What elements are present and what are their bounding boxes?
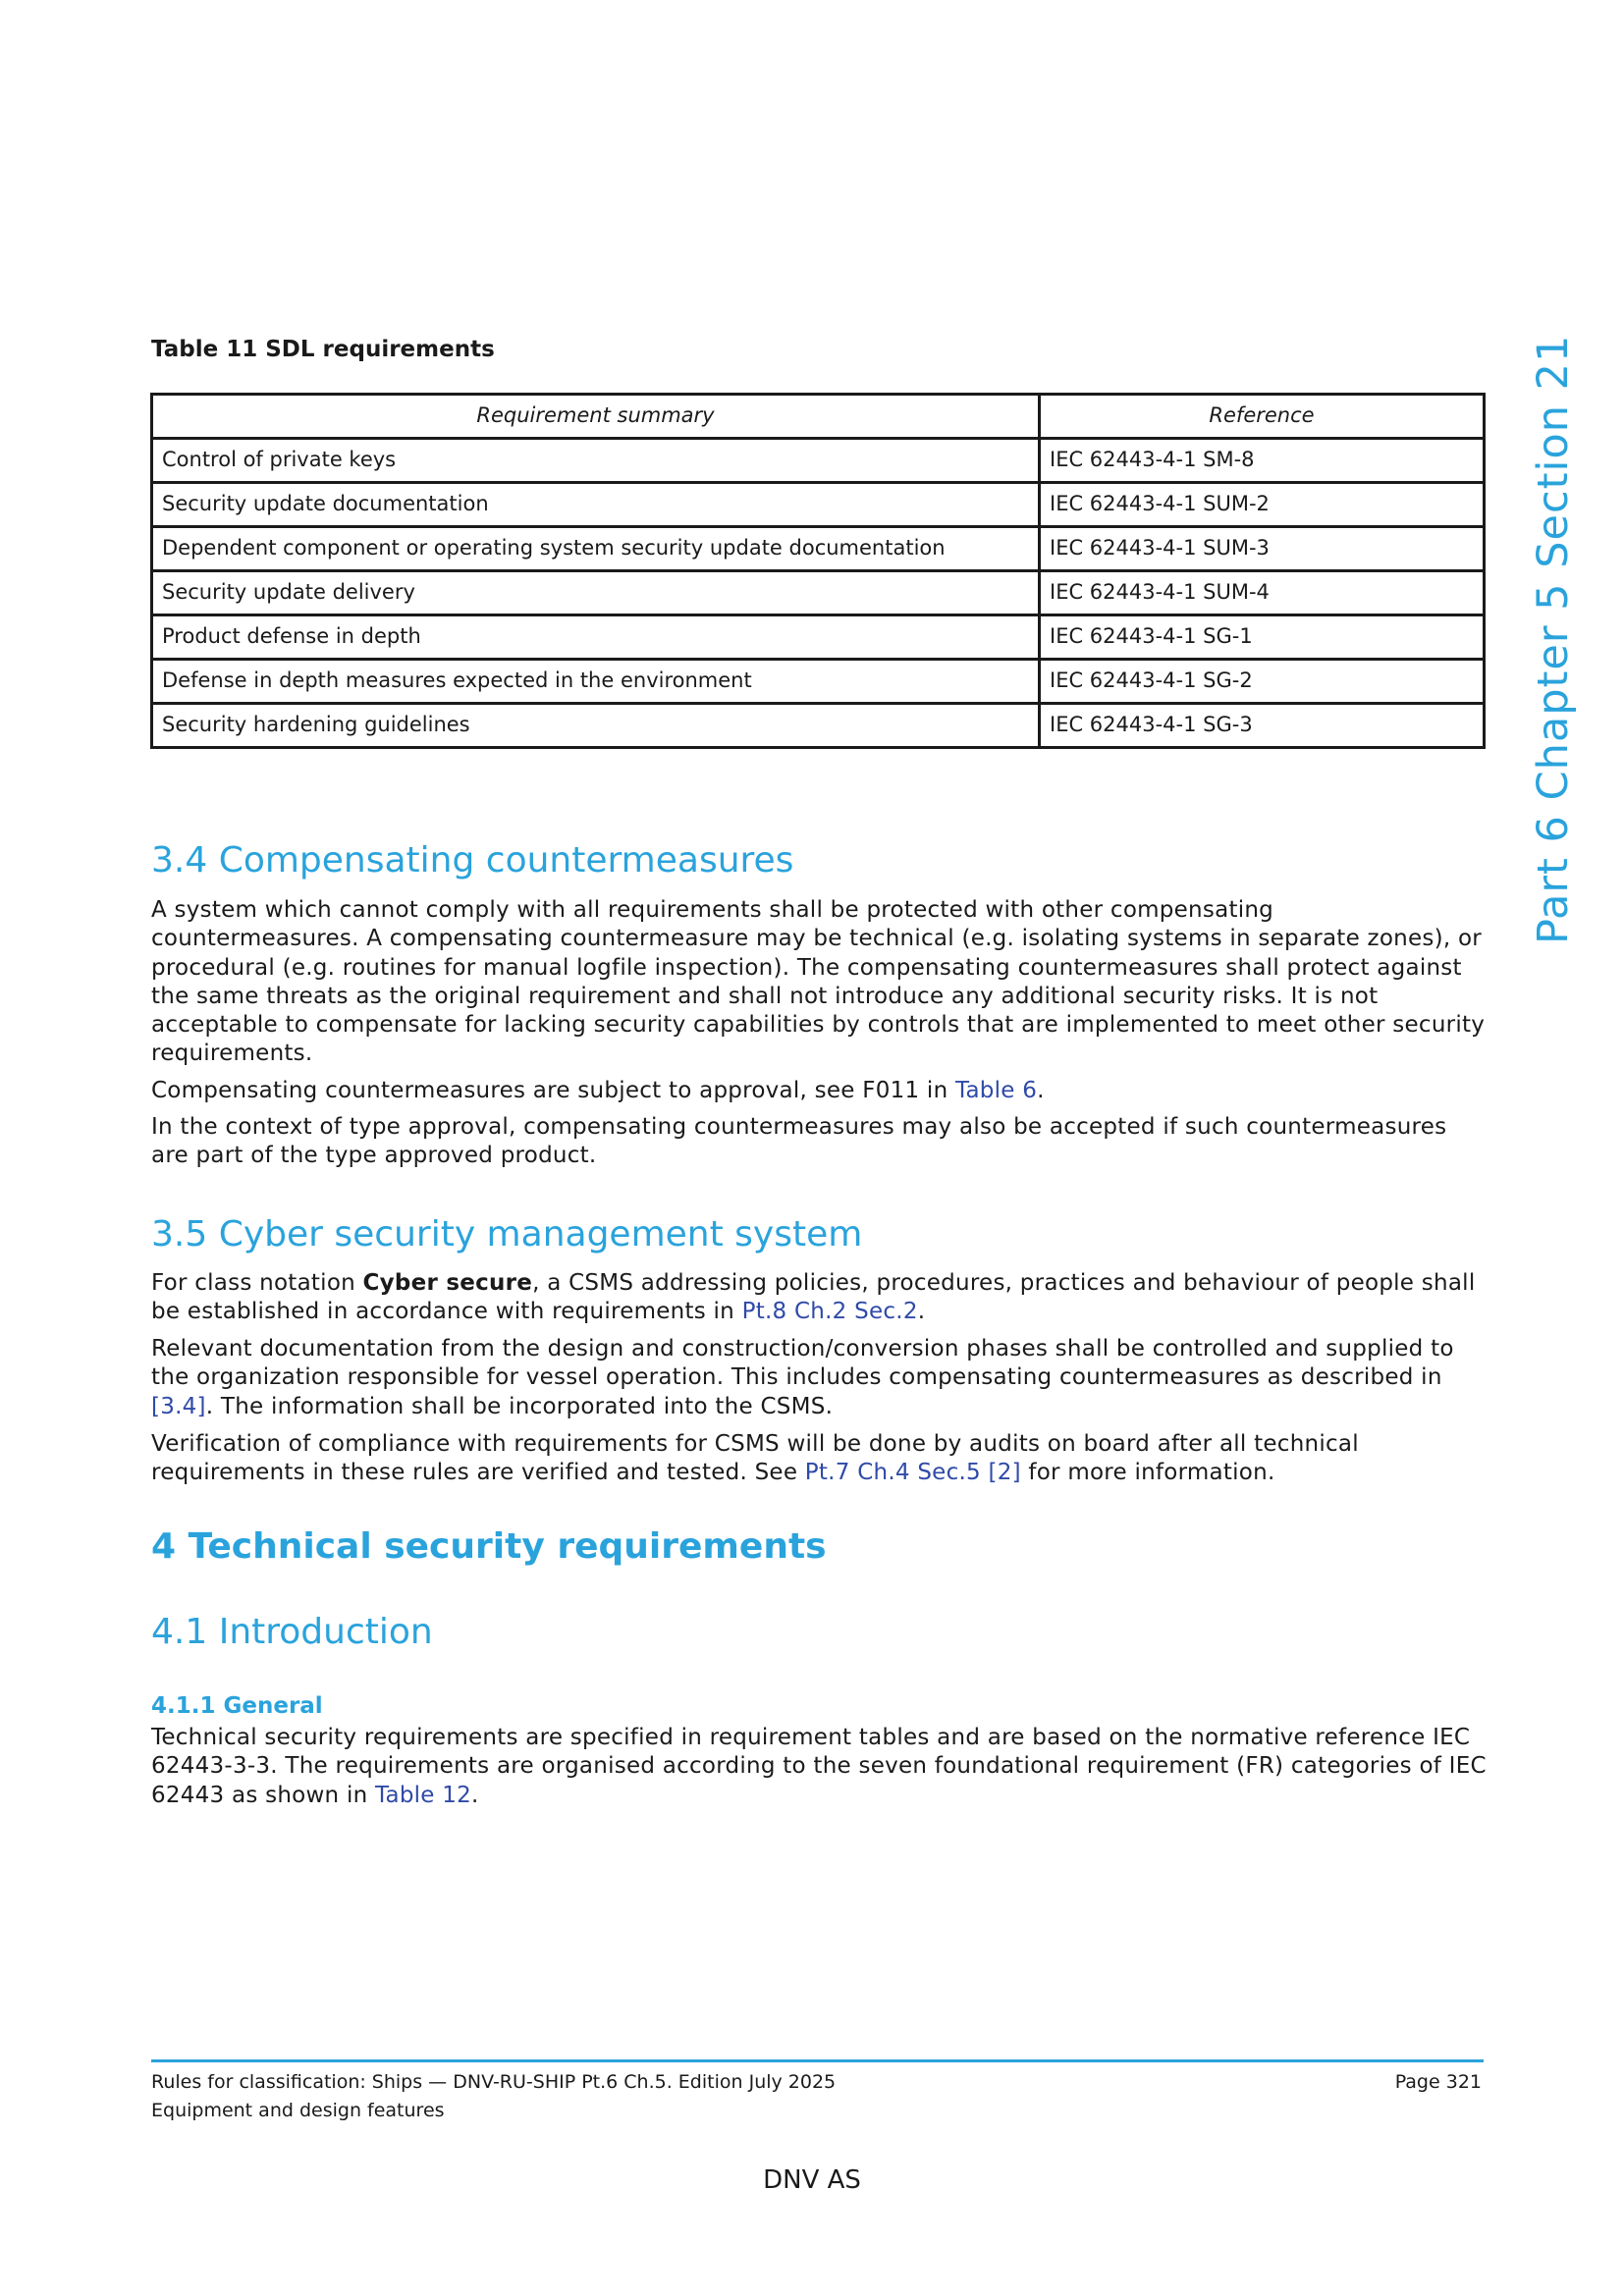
table-cell-summary: Defense in depth measures expected in the environment	[152, 660, 1040, 704]
table-cell-reference: IEC 62443-4-1 SG-1	[1040, 615, 1485, 660]
table-row	[152, 704, 1485, 748]
table-row	[152, 660, 1485, 704]
table-row	[152, 615, 1485, 660]
heading-3-4: 3.4 Compensating countermeasures	[151, 840, 794, 881]
link-3-4[interactable]: [3.4]	[151, 1393, 206, 1419]
table-cell-summary: Dependent component or operating system security update documentation	[152, 527, 1040, 571]
table-row	[152, 571, 1485, 615]
text: Technical security requirements are specified in requirement tables and are based on the normative reference IEC 62443-3-3. The requirements are organised according to the seven foundational requirement (FR) categories of IEC 62443 as shown in	[151, 1725, 1487, 1808]
table-header-row	[152, 395, 1485, 439]
table-cell-summary: Security hardening guidelines	[152, 704, 1040, 748]
table-cell-summary: Control of private keys	[152, 439, 1040, 483]
table-cell-summary: Product defense in depth	[152, 615, 1040, 660]
bold-term: Cyber secure	[362, 1270, 533, 1296]
table-cell-reference: IEC 62443-4-1 SUM-3	[1040, 527, 1485, 571]
table-row	[152, 527, 1485, 571]
table-cell-reference: IEC 62443-4-1 SM-8	[1040, 439, 1485, 483]
table-cell-summary: Security update documentation	[152, 483, 1040, 527]
table-cell-reference: IEC 62443-4-1 SUM-2	[1040, 483, 1485, 527]
text: .	[471, 1782, 479, 1808]
text: for more information.	[1020, 1460, 1275, 1486]
table-row	[152, 483, 1485, 527]
text: .	[1037, 1078, 1045, 1103]
footer-organization: DNV AS	[763, 2165, 861, 2195]
sdl-requirements-table	[150, 393, 1486, 749]
link-pt8-ch2-sec2[interactable]: Pt.8 Ch.2 Sec.2	[741, 1299, 918, 1325]
heading-4: 4 Technical security requirements	[151, 1526, 827, 1567]
text: .	[917, 1299, 926, 1325]
header-requirement-summary: Requirement summary	[152, 395, 1040, 439]
link-2[interactable]: [2]	[988, 1460, 1021, 1486]
heading-4-1-1: 4.1.1 General	[151, 1693, 323, 1719]
footer-subtitle: Equipment and design features	[151, 2100, 445, 2121]
table-cell-reference: IEC 62443-4-1 SG-2	[1040, 660, 1485, 704]
table-cell-reference: IEC 62443-4-1 SG-3	[1040, 704, 1485, 748]
s34-paragraph-3: In the context of type approval, compensating countermeasures may also be accepted if such countermeasures are part of the type approved product.	[151, 1114, 1447, 1169]
text: , a CSMS addressing policies, procedures, practices and behaviour of people shall be established in accordance with requirements in	[151, 1270, 1476, 1325]
header-reference: Reference	[1040, 395, 1485, 439]
s34-paragraph-1: A system which cannot comply with all requirements shall be protected with other compensating countermeasures. A compensating countermeasure may be technical (e.g. isolating systems in separate zones), or procedural (e.g. routines for manual logfile inspection). The compensating countermeasures shall protect against the same threats as the original requirement and shall not introduce any additional security risks. It is not acceptable to compensate for lacking security capabilities by controls that are implemented to meet other security requirements.	[151, 897, 1486, 1067]
footer-divider	[151, 2059, 1484, 2062]
text: . The information shall be incorporated into the CSMS.	[205, 1393, 834, 1419]
heading-3-5: 3.5 Cyber security management system	[151, 1214, 863, 1255]
link-table-12[interactable]: Table 12	[374, 1782, 472, 1808]
side-section-title: Part 6 Chapter 5 Section 21	[1529, 334, 1578, 944]
text: Compensating countermeasures are subject to approval, see F011 in	[151, 1078, 955, 1103]
s35-paragraph-1	[151, 1269, 1487, 1327]
footer-publication: Rules for classification: Ships — DNV-RU-SHIP Pt.6 Ch.5. Edition July 2025	[151, 2071, 837, 2093]
link-table-6[interactable]: Table 6	[954, 1078, 1038, 1103]
s35-paragraph-2	[151, 1335, 1487, 1421]
link-pt7-ch4-sec5[interactable]: Pt.7 Ch.4 Sec.5	[804, 1460, 981, 1486]
s4-paragraph-1	[151, 1724, 1487, 1810]
text: Verification of compliance with requirements for CSMS will be done by audits on board after all technical requirements in these rules are verified and tested. See	[151, 1431, 1359, 1486]
heading-4-1: 4.1 Introduction	[151, 1612, 433, 1652]
table-cell-reference: IEC 62443-4-1 SUM-4	[1040, 571, 1485, 615]
text: For class notation	[151, 1270, 363, 1296]
table-caption: Table 11 SDL requirements	[151, 337, 495, 362]
text: Relevant documentation from the design and construction/conversion phases shall be controlled and supplied to the organization responsible for vessel operation. This includes compensating countermeasures as described in	[151, 1336, 1454, 1391]
table-row	[152, 439, 1485, 483]
footer-page-number: Page 321	[1394, 2071, 1482, 2093]
s35-paragraph-3	[151, 1430, 1487, 1488]
table-cell-summary: Security update delivery	[152, 571, 1040, 615]
s34-paragraph-2	[151, 1077, 1487, 1105]
